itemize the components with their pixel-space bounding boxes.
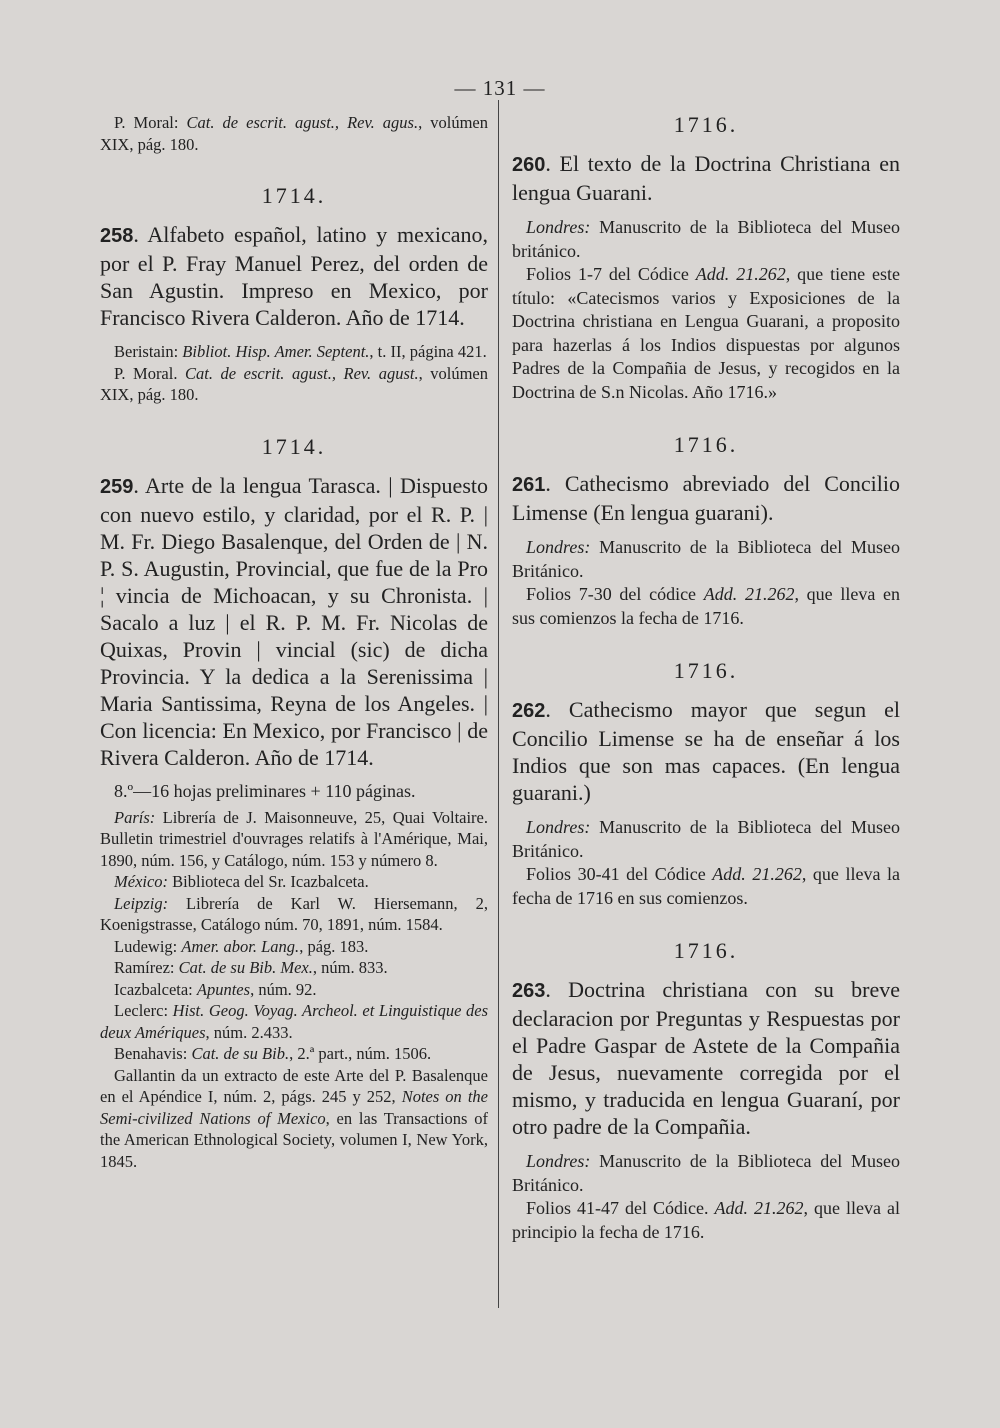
reference-line: Beristain: Bibliot. Hisp. Amer. Septent., t. II, página 421. — [114, 342, 487, 361]
year-heading: 1716. — [673, 938, 739, 963]
physical-description: 8.º—16 hojas preliminares + 110 páginas. — [114, 780, 416, 801]
entry-262: 262. Cathecismo mayor que segun el Concilio Limense se ha de enseñar á los Indios que son mas capaces. (En lengua guarani.) — [512, 697, 900, 805]
entry-number: 259 — [100, 475, 134, 498]
entry-number: 262 — [512, 700, 546, 722]
reference-line: Londres: Manuscrito de la Biblioteca del Museo Británico. — [512, 1151, 900, 1195]
entry-263: 263. Doctrina christiana con su breve declaracion por Preguntas y Respuestas por el Padre Gaspar de Astete de la Compañia de Jesus, nuevamente corregida por el mismo, y traducida en lengua Guaraní, por otro padre de la Compañia. — [512, 977, 900, 1139]
reference-line: Ludewig: Amer. abor. Lang., pág. 183. — [114, 936, 369, 956]
entry-number: 261 — [512, 474, 546, 496]
reference-line: Folios 30-41 del Códice Add. 21.262, que lleva la fecha de 1716 en sus comienzos. — [512, 864, 900, 908]
reference-line: Leclerc: Hist. Geog. Voyag. Archeol. et Linguistique des deux Amériques, núm. 2.433. — [100, 1001, 488, 1042]
reference-line: Gallantin da un extracto de este Arte del P. Basalenque en el Apéndice I, núm. 2, págs. 245 y 252, Notes on the Semi-civilized Nations of Mexico, en las Transactions of the American Ethnological Society, volumen I, New York, 1845. — [100, 1065, 488, 1171]
reference-line: Folios 1-7 del Códice Add. 21.262, que tiene este título: «Catecismos varios y Exposiciones de la Doctrina christiana en Lengua Guarani, a proposito para hazerlas á los Indios dispuestas por algunos Padres de la Compañia de Jesus, y recogidos en la Doctrina de S.n Nicolas. Año 1716.» — [512, 264, 900, 402]
entry-258: 258. Alfabeto español, latino y mexicano, por el P. Fray Manuel Perez, del orden de San Agustin. Impreso en Mexico, por Francisco Rivera Calderon. Año de 1714. — [100, 222, 488, 330]
reference-line: Icazbalceta: Apuntes, núm. 92. — [114, 979, 317, 999]
entry-number: 258 — [100, 225, 134, 247]
reference-line: Londres: Manuscrito de la Biblioteca del Museo Británico. — [512, 817, 900, 861]
year-heading: 1716. — [673, 658, 739, 683]
reference-line: Londres: Manuscrito de la Biblioteca del Museo británico. — [512, 217, 900, 261]
reference-line: P. Moral. Cat. de escrit. agust., Rev. agust., volúmen XIX, pág. 180. — [100, 363, 488, 404]
year-heading: 1716. — [673, 432, 739, 457]
reference-line: París: Librería de J. Maisonneuve, 25, Quai Voltaire. Bulletin trimestriel d'ouvrages relatifs à l'Amérique, Mai, 1890, núm. 156, y Catálogo, núm. 153 y número 8. — [100, 807, 488, 870]
left-column — [100, 112, 488, 1172]
year-heading: 1714. — [261, 183, 327, 208]
reference-line: Folios 41-47 del Códice. Add. 21.262, que lleva al principio la fecha de 1716. — [512, 1198, 900, 1242]
reference-line: P. Moral: Cat. de escrit. agust., Rev. agus., volúmen XIX, pág. 180. — [100, 113, 489, 154]
reference-line: Folios 7-30 del códice Add. 21.262, que lleva en sus comienzos la fecha de 1716. — [512, 584, 900, 628]
column-divider — [498, 100, 499, 1308]
reference-line: Londres: Manuscrito de la Biblioteca del Museo Británico. — [512, 537, 900, 581]
reference-line: Benahavis: Cat. de su Bib., 2.ª part., núm. 1506. — [114, 1044, 432, 1063]
entry-number: 260 — [512, 154, 546, 176]
entry-260: 260. El texto de la Doctrina Christiana en lengua Guarani. — [512, 151, 900, 205]
reference-line: México: Biblioteca del Sr. Icazbalceta. — [114, 872, 369, 891]
year-heading: 1716. — [673, 112, 739, 137]
reference-line: Ramírez: Cat. de su Bib. Mex., núm. 833. — [114, 958, 388, 977]
page-number: — 131 — — [454, 76, 546, 100]
reference-line: Leipzig: Librería de Karl W. Hiersemann, 2, Koenigstrasse, Catálogo núm. 70, 1891, núm. 1584. — [100, 893, 488, 934]
entry-261: 261. Cathecismo abreviado del Concilio Limense (En lengua guarani). — [512, 471, 900, 525]
entry-259: 259. Arte de la lengua Tarasca. | Dispuesto con nuevo estilo, y claridad, por el R. P. | M. Fr. Diego Basalenque, del Orden de | N. P. S. Augustin, Provincial, que fue de la Pro ¦ vincia de Michoacan, y su Chronista. | Sacalo a luz | el R. P. M. Fr. Nicolas de Quixas, Provin | vincial (sic) de dicha Provincia. Y la dedica a la Serenissima | Maria Santissima, Reyna de los Angeles. | Con licencia: En Mexico, por Francisco | de Rivera Calderon. Año de 1714. — [100, 472, 488, 770]
right-column — [512, 112, 900, 1244]
year-heading: 1714. — [261, 433, 327, 459]
entry-number: 263 — [512, 980, 546, 1002]
